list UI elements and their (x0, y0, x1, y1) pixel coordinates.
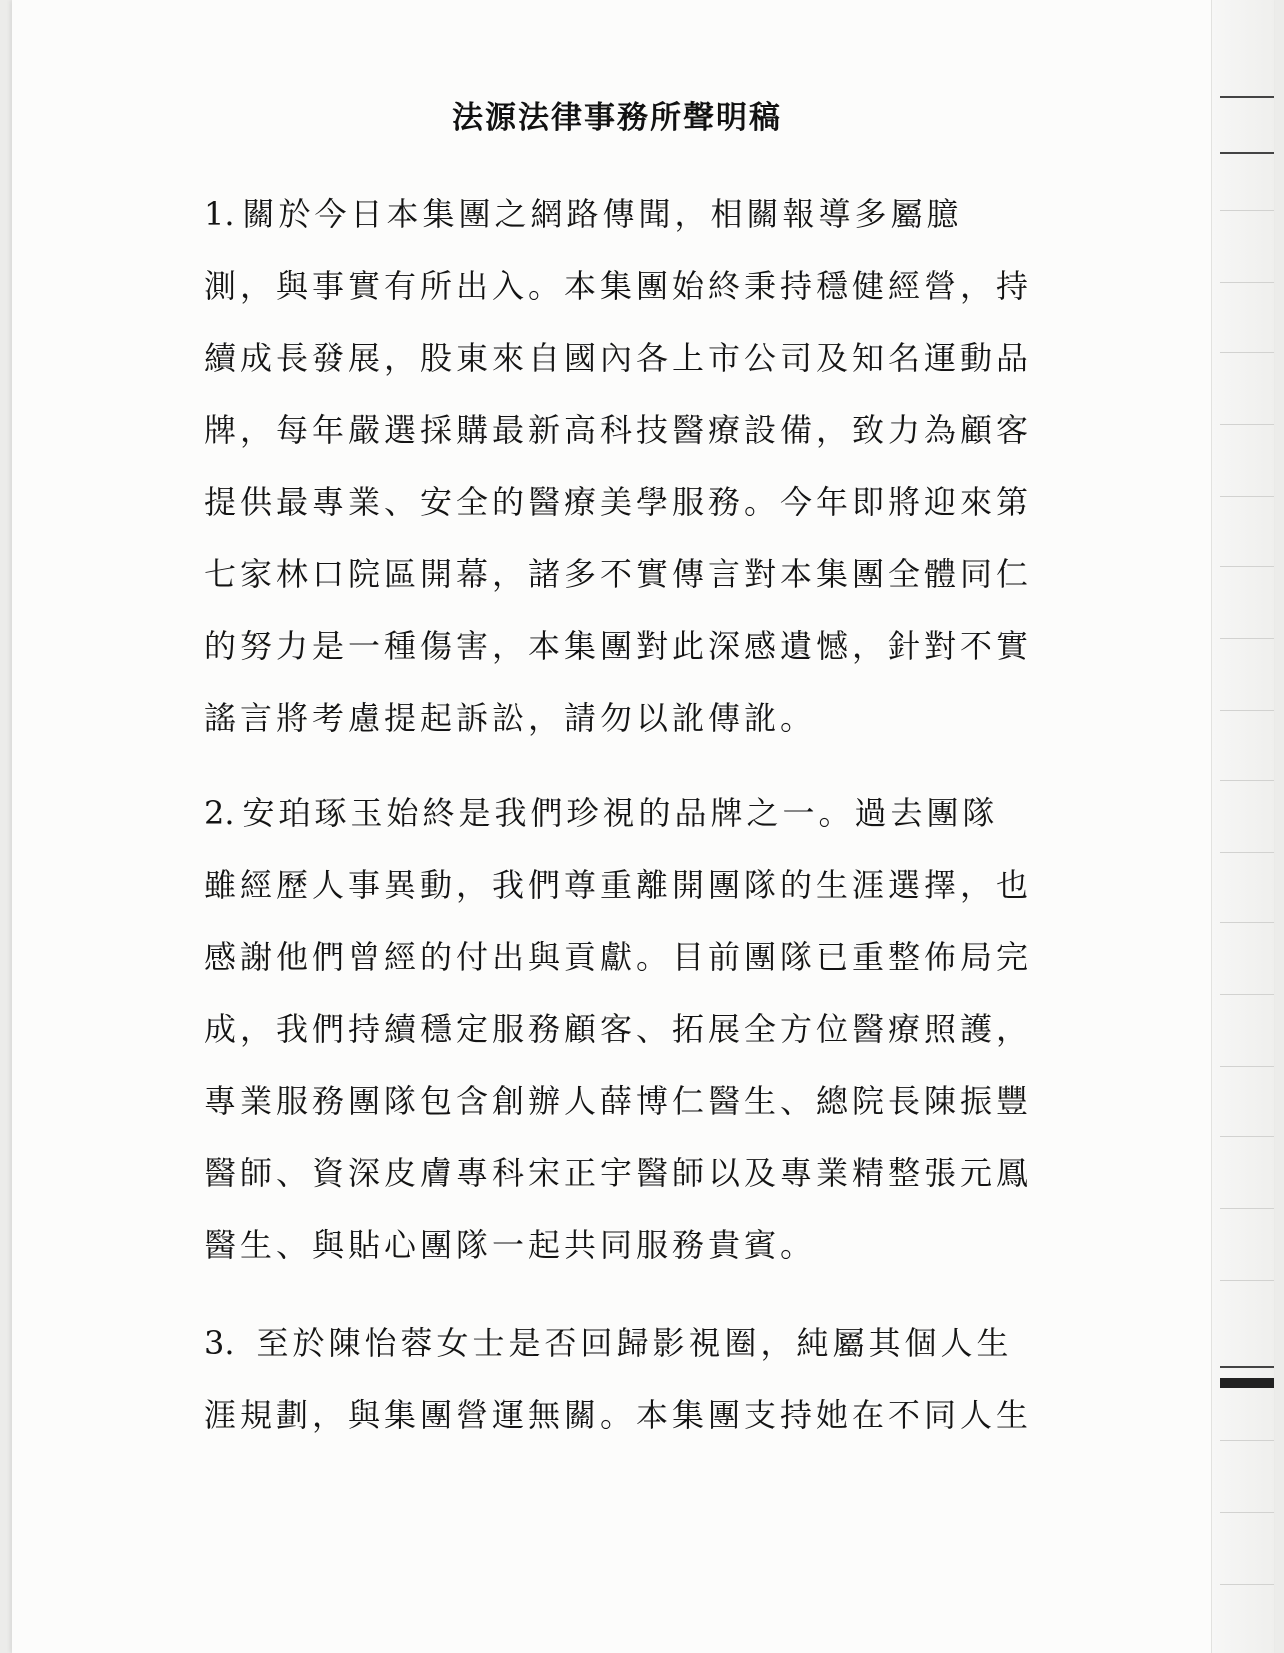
paragraph-line: 3. 至於陳怡蓉女士是否回歸影視圈，純屬其個人生 (204, 1324, 1013, 1362)
edge-rule (1220, 780, 1274, 781)
paragraph-line: 的努力是一種傷害，本集團對此深感遺憾，針對不實 (204, 627, 1033, 665)
edge-rule (1220, 1512, 1274, 1513)
paragraph-number: 3. (204, 1324, 235, 1362)
paragraph-line: 醫生、與貼心團隊一起共同服務貴賓。 (204, 1226, 817, 1264)
paragraph-line: 醫師、資深皮膚專科宋正宇醫師以及專業精整張元鳳 (204, 1154, 1033, 1192)
edge-rule (1220, 1066, 1274, 1067)
paragraph-line: 續成長發展，股東來自國內各上市公司及知名運動品 (204, 339, 1033, 377)
paragraph-line: 雖經歷人事異動，我們尊重離開團隊的生涯選擇，也 (204, 866, 1033, 904)
edge-tab (1220, 1378, 1274, 1388)
edge-rule (1220, 352, 1274, 353)
paragraph-line: 1. 關於今日本集團之網路傳聞，相關報導多屬臆 (204, 195, 963, 233)
paragraph-line: 專業服務團隊包含創辦人薛博仁醫生、總院長陳振豐 (204, 1082, 1033, 1120)
edge-rule (1220, 1440, 1274, 1441)
edge-rule (1220, 496, 1274, 497)
paragraph-line: 牌，每年嚴選採購最新高科技醫療設備，致力為顧客 (204, 411, 1033, 449)
edge-rule (1220, 96, 1274, 98)
paragraph-line: 七家林口院區開幕，諸多不實傳言對本集團全體同仁 (204, 555, 1033, 593)
edge-rule (1220, 210, 1274, 211)
edge-rule (1220, 282, 1274, 283)
paragraph-3 (204, 1307, 1054, 1451)
paragraph-line: 2. 安珀琢玉始終是我們珍視的品牌之一。過去團隊 (204, 794, 999, 832)
paragraph-line: 成，我們持續穩定服務顧客、拓展全方位醫療照護， (204, 1010, 1033, 1048)
edge-rule (1220, 1584, 1274, 1585)
paragraph-line: 感謝他們曾經的付出與貢獻。目前團隊已重整佈局完 (204, 938, 1033, 976)
edge-rule (1220, 1208, 1274, 1209)
paragraph-2 (204, 777, 1054, 1281)
edge-rule (1220, 638, 1274, 639)
edge-rule (1220, 152, 1274, 154)
edge-rule (1220, 566, 1274, 567)
edge-rule (1220, 710, 1274, 711)
document-title: 法源法律事務所聲明稿 (452, 100, 782, 136)
edge-rule (1220, 852, 1274, 853)
paragraph-number: 1. (204, 195, 235, 233)
edge-rule (1220, 994, 1274, 995)
paragraph-line: 謠言將考慮提起訴訟，請勿以訛傳訛。 (204, 699, 817, 737)
paragraph-1 (204, 178, 1054, 754)
edge-rule (1220, 922, 1274, 923)
paragraph-line: 提供最專業、安全的醫療美學服務。今年即將迎來第 (204, 483, 1033, 521)
edge-rule (1220, 1280, 1274, 1281)
edge-rule (1220, 1366, 1274, 1368)
paragraph-number: 2. (204, 794, 235, 832)
edge-rule (1220, 424, 1274, 425)
document-page (12, 0, 1274, 1653)
adjacent-page-edge (1211, 0, 1274, 1653)
edge-rule (1220, 1136, 1274, 1137)
paragraph-line: 涯規劃，與集團營運無關。本集團支持她在不同人生 (204, 1396, 1033, 1434)
paragraph-line: 測，與事實有所出入。本集團始終秉持穩健經營，持 (204, 267, 1033, 305)
